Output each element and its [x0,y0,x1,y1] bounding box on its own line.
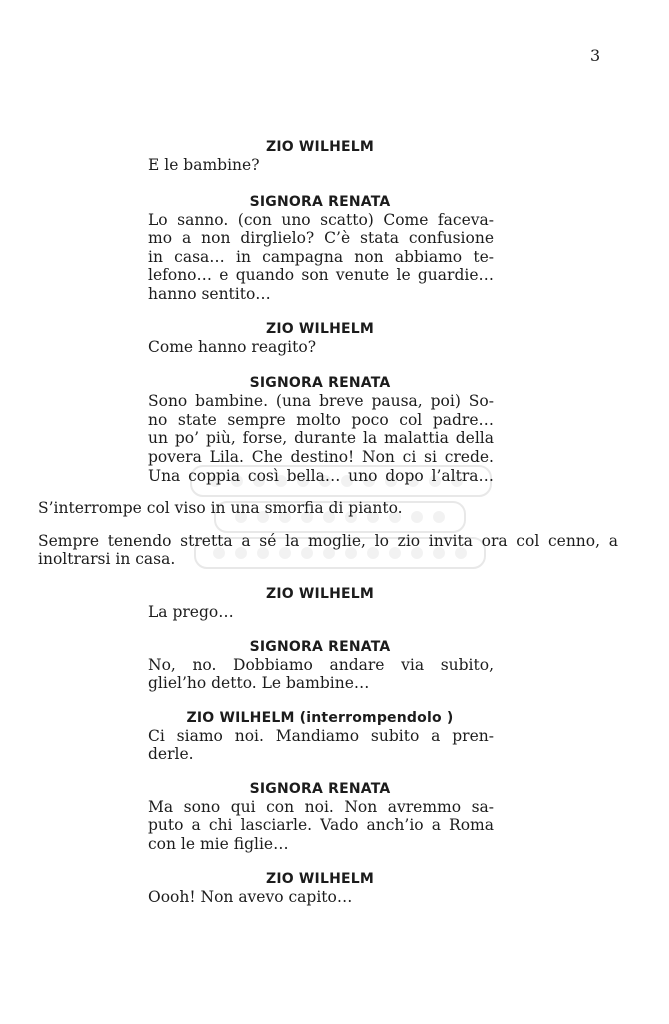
dialogue-line: con le mie figlie… [148,835,289,854]
dialogue-line: mo a non dirglielo? C’è stata confusione [148,229,494,248]
speaker-name: ZIO WILHELM (interrompendolo ) [186,709,454,726]
speaker-block [0,374,669,392]
dialogue-block [0,211,669,304]
dialogue-line: lefono… e quando son venute le guardie… [148,266,494,285]
speaker-name: SIGNORA RENATA [249,375,391,392]
speaker-block [0,870,669,888]
dialogue-line: Ci siamo noi. Mandiamo subito a pren- [148,726,494,745]
speaker-block [0,138,669,156]
dialogue-line: La prego… [148,602,234,621]
stage-direction [0,532,669,569]
speaker-name: ZIO WILHELM [265,139,375,155]
dialogue-block [0,656,669,693]
stage-direction [0,499,669,518]
speaker-block [0,709,669,727]
speaker-name: SIGNORA RENATA [249,780,391,797]
page-number: 3 [590,46,601,65]
dialogue-block [0,156,669,175]
dialogue-line: Oooh! Non avevo capito… [148,887,353,906]
direction-line: S’interrompe col viso in una smorfia di pianto. [38,499,403,518]
dialogue-block [0,888,669,907]
speaker-name: ZIO WILHELM [265,870,375,887]
dialogue-line: povera Lila. Che destino! Non ci si crede. [148,447,494,466]
dialogue-line: gliel’ho detto. Le bambine… [148,674,370,693]
dialogue-line: Una coppia così bella… uno dopo l’altra… [148,466,494,485]
speaker-block [0,638,669,656]
dialogue-line: derle. [148,745,194,764]
dialogue-block [0,603,669,622]
dialogue-line: Sono bambine. (una breve pausa, poi) So- [148,392,494,411]
dialogue-line: Ma sono qui con noi. Non avremmo sa- [148,797,494,816]
direction-line: inoltrarsi in casa. [38,550,176,569]
speaker-block [0,780,669,798]
speaker-block [0,585,669,603]
speaker-block [0,320,669,338]
dialogue-block [0,338,669,357]
direction-line: Sempre tenendo stretta a sé la moglie, lo zio invita ora col cenno, a [38,531,618,550]
dialogue-line: Come hanno reagito? [148,337,317,356]
dialogue-line: in casa… in campagna non abbiamo te- [148,247,494,266]
dialogue-line: Lo sanno. (con uno scatto) Come faceva- [148,210,494,229]
speaker-name: ZIO WILHELM [265,585,375,602]
speaker-block [0,193,669,211]
script-body [0,138,669,906]
dialogue-line: puto a chi lasciarle. Vado anch’io a Roma [148,816,494,835]
dialogue-line: no state sempre molto poco col padre… [148,410,494,429]
dialogue-line: un po’ più, forse, durante la malattia della [148,429,494,448]
dialogue-block [0,798,669,854]
dialogue-block [0,727,669,764]
dialogue-line: E le bambine? [148,156,260,174]
dialogue-line: No, no. Dobbiamo andare via subito, [148,655,494,674]
dialogue-line: hanno sentito… [148,284,271,303]
speaker-name: SIGNORA RENATA [249,638,391,655]
speaker-name: SIGNORA RENATA [249,193,391,210]
speaker-name: ZIO WILHELM [265,320,375,337]
dialogue-block [0,392,669,485]
